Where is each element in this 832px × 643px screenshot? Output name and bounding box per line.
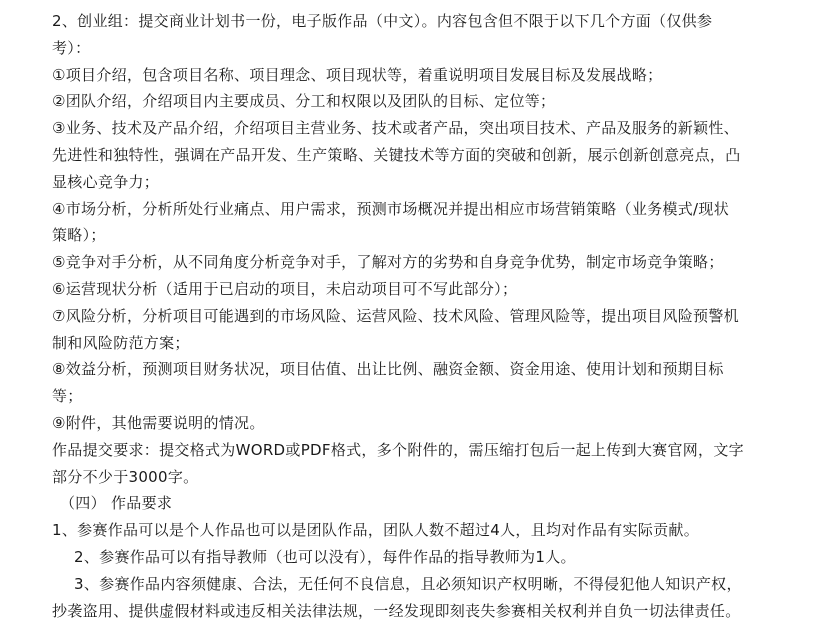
section-4 [52,490,752,624]
item-competitor-analysis [52,249,752,276]
text-line: ⑥运营现状分析（适用于已启动的项目，未启动项目可不写此部分）； [52,279,518,298]
text-line: ⑧效益分析，预测项目财务状况，项目估值、出让比例、融资金额、资金用途、使用计划和预期目标 [52,360,724,379]
rule-2: 2、参赛作品可以有指导教师（也可以没有），每件作品的指导教师为1人。 [74,547,576,566]
rule-3-line-1: 3、参赛作品内容须健康、合法，无任何不良信息，且必须知识产权明晰，不得侵犯他人知识产权， [74,574,742,593]
text-line: 等； [52,387,83,406]
rule-3-line-2: 抄袭盗用、提供虚假材料或违反相关法律法规，一经发现即刻丧失参赛相关权利并自负一切法律责任。 [52,601,741,620]
text-line: 2、创业组：提交商业计划书一份，电子版作品（中文）。内容包含但不限于以下几个方面（仅供参 [52,12,713,30]
item-attachments [52,410,752,437]
section-2-intro [52,8,752,62]
submission-requirements [52,437,752,491]
section-heading: （四） 作品要求 [60,494,173,513]
item-benefit-analysis [52,356,752,410]
text-line: ⑦风险分析，分析项目可能遇到的市场风险、运营风险、技术风险、管理风险等，提出项目风险预警机 [52,306,739,325]
text-line: ⑤竞争对手分析，从不同角度分析竞争对手，了解对方的劣势和自身竞争优势，制定市场竞争策略； [52,253,724,272]
item-risk-analysis [52,303,752,357]
document-body [52,8,752,624]
item-business-intro [52,115,752,195]
text-line: ⑨附件，其他需要说明的情况。 [52,413,265,432]
rule-1: 1、参赛作品可以是个人作品也可以是团队作品，团队人数不超过4人，且均对作品有实际贡献。 [52,521,699,540]
text-line: 显核心竞争力； [52,172,160,191]
text-line: 策略）； [52,226,106,245]
text-line: 作品提交要求：提交格式为WORD或PDF格式，多个附件的，需压缩打包后一起上传到大赛官网，文字 [52,440,744,459]
text-line: 先进性和独特性，强调在产品开发、生产策略、关键技术等方面的突破和创新，展示创新创意亮点，凸 [52,145,741,164]
text-line: ②团队介绍，介绍项目内主要成员、分工和权限以及团队的目标、定位等； [52,92,556,111]
item-operation-status [52,276,752,303]
text-line: ①项目介绍，包含项目名称、项目理念、项目现状等，着重说明项目发展目标及发展战略； [52,65,663,84]
text-line: ③业务、技术及产品介绍，介绍项目主营业务、技术或者产品，突出项目技术、产品及服务的新颖性、 [52,119,739,138]
text-line: ④市场分析，分析所处行业痛点、用户需求，预测市场概况并提出相应市场营销策略（业务模式/现状 [52,199,730,218]
item-team-intro [52,88,752,115]
item-project-intro [52,62,752,89]
text-line: 制和风险防范方案； [52,333,190,352]
text-line: 考）： [52,38,91,57]
text-line: 部分不少于3000字。 [52,467,199,486]
item-market-analysis [52,196,752,250]
